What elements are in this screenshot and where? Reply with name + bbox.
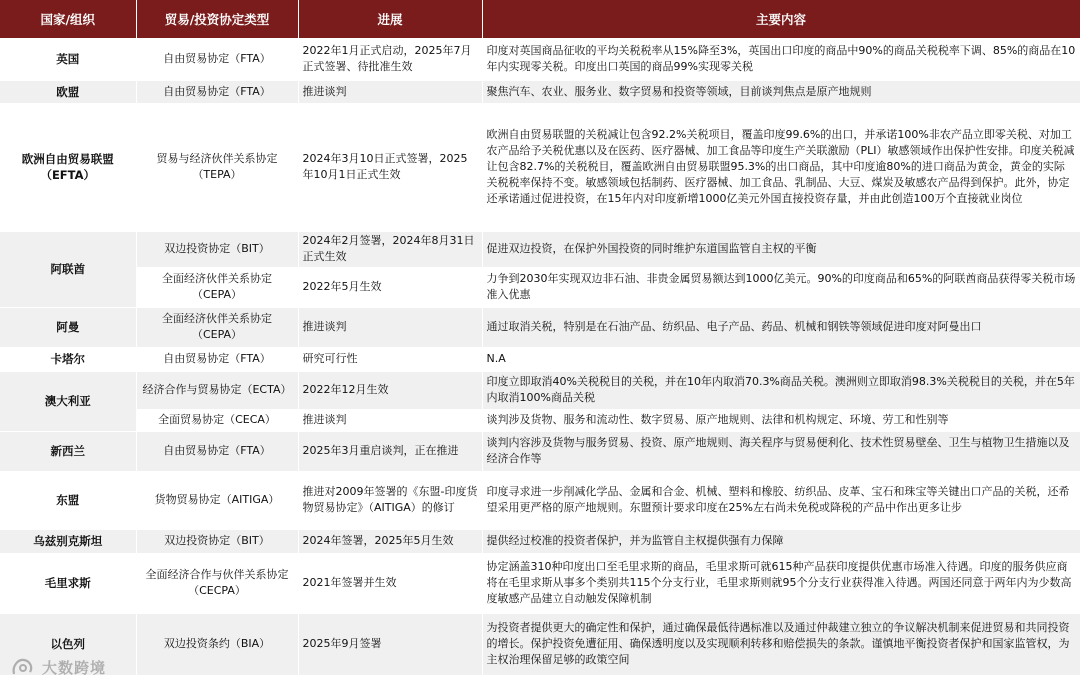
progress-cell: 推进对2009年签署的《东盟-印度货物贸易协定》（AITIGA）的修订 [298,471,482,529]
content-cell: 协定涵盖310种印度出口至毛里求斯的商品，毛里求斯可就615种产品获印度提供优惠市场准入待遇。印度的服务供应商将在毛里求斯从事多个类别共115个分支行业，毛里求斯则就95个分支行业获得准入待遇。两国还同意于两年内为少数高度敏感产品建立自动触发保障机制 [482,553,1080,613]
country-cell: 卡塔尔 [0,347,136,371]
country-cell: 英国 [0,38,136,80]
content-cell: 通过取消关税，特别是在石油产品、纺织品、电子产品、药品、机械和钢铁等领域促进印度对阿曼出口 [482,307,1080,347]
table-row-israel [0,613,1080,675]
agreement-type-cell: 经济合作与贸易协定（ECTA） [136,371,298,409]
table-row-efta [0,103,1080,231]
progress-cell: 2024年2月签署，2024年8月31日正式生效 [298,231,482,267]
progress-cell: 2022年5月生效 [298,267,482,307]
progress-cell: 推进谈判 [298,409,482,431]
progress-cell: 推进谈判 [298,80,482,103]
table-row-uzbekistan [0,529,1080,553]
agreement-type-cell: 自由贸易协定（FTA） [136,38,298,80]
header-agreement-type: 贸易/投资协定类型 [136,0,298,38]
watermark-text: 大数跨境 [42,658,107,677]
content-cell: 提供经过校准的投资者保护，并为监管自主权提供强有力保障 [482,529,1080,553]
header-progress: 进展 [298,0,482,38]
content-cell: 印度对英国商品征收的平均关税税率从15%降至3%，英国出口印度的商品中90%的商品关税税率下调、85%的商品在10年内实现零关税。印度出口英国的商品99%实现零关税 [482,38,1080,80]
progress-cell: 2025年9月签署 [298,613,482,675]
country-cell: 欧盟 [0,80,136,103]
brand-logo-icon [10,656,36,678]
table-row-australia-ceca [0,409,1080,431]
country-cell: 东盟 [0,471,136,529]
country-cell: 毛里求斯 [0,553,136,613]
content-cell: 力争到2030年实现双边非石油、非贵金属贸易额达到1000亿美元。90%的印度商品和65%的阿联酋商品获得零关税市场准入优惠 [482,267,1080,307]
country-cell: 以色列 [0,613,136,675]
table-row-australia-ecta [0,371,1080,409]
progress-cell: 研究可行性 [298,347,482,371]
country-cell: 欧洲自由贸易联盟（EFTA） [0,103,136,231]
progress-cell: 2024年签署，2025年5月生效 [298,529,482,553]
content-cell: 印度立即取消40%关税税目的关税，并在10年内取消70.3%商品关税。澳洲则立即取消98.3%关税税目的关税，并在5年内取消100%商品关税 [482,371,1080,409]
content-cell: 谈判内容涉及货物与服务贸易、投资、原产地规则、海关程序与贸易便利化、技术性贸易壁垒、卫生与植物卫生措施以及经济合作等 [482,431,1080,471]
table-row-eu [0,80,1080,103]
watermark [10,656,106,678]
content-cell: 谈判涉及货物、服务和流动性、数字贸易、原产地规则、法律和机构规定、环境、劳工和性别等 [482,409,1080,431]
progress-cell: 推进谈判 [298,307,482,347]
table-row-asean [0,471,1080,529]
agreement-type-cell: 双边投资协定（BIT） [136,231,298,267]
table-row-uae-bit [0,231,1080,267]
agreement-type-cell: 全面经济合作与伙伴关系协定（CECPA） [136,553,298,613]
country-cell: 阿曼 [0,307,136,347]
table-row-uae-cepa [0,267,1080,307]
agreement-type-cell: 双边投资协定（BIT） [136,529,298,553]
progress-cell: 2021年签署并生效 [298,553,482,613]
content-cell: 促进双边投资，在保护外国投资的同时维护东道国监管自主权的平衡 [482,231,1080,267]
agreement-type-cell: 全面贸易协定（CECA） [136,409,298,431]
country-cell: 阿联酋 [0,231,136,307]
agreement-type-cell: 贸易与经济伙伴关系协定（TEPA） [136,103,298,231]
progress-cell: 2024年3月10日正式签署，2025年10月1日正式生效 [298,103,482,231]
country-cell: 新西兰 [0,431,136,471]
table-row-new-zealand [0,431,1080,471]
content-cell: 印度寻求进一步削减化学品、金属和合金、机械、塑料和橡胶、纺织品、皮革、宝石和珠宝等关键出口产品的关税，还希望采用更严格的原产地规则。东盟预计要求印度在25%左右尚未免税或降税的产品中作出更多让步 [482,471,1080,529]
header-row [0,0,1080,38]
content-cell: 为投资者提供更大的确定性和保护，通过确保最低待遇标准以及通过仲裁建立独立的争议解决机制来促进贸易和共同投资的增长。保护投资免遭征用、确保透明度以及实现顺利转移和赔偿损失的条款。谨慎地平衡投资者保护和国家监管权，为主权治理保留足够的政策空间 [482,613,1080,675]
progress-cell: 2022年1月正式启动，2025年7月正式签署、待批准生效 [298,38,482,80]
agreement-type-cell: 自由贸易协定（FTA） [136,80,298,103]
agreement-type-cell: 自由贸易协定（FTA） [136,347,298,371]
progress-cell: 2022年12月生效 [298,371,482,409]
progress-cell: 2025年3月重启谈判，正在推进 [298,431,482,471]
agreement-type-cell: 全面经济伙伴关系协定（CEPA） [136,307,298,347]
country-cell: 澳大利亚 [0,371,136,431]
content-cell: N.A [482,347,1080,371]
header-country: 国家/组织 [0,0,136,38]
agreement-type-cell: 货物贸易协定（AITIGA） [136,471,298,529]
agreement-type-cell: 自由贸易协定（FTA） [136,431,298,471]
table-row-qatar [0,347,1080,371]
agreement-type-cell: 双边投资条约（BIA） [136,613,298,675]
table-row-oman [0,307,1080,347]
content-cell: 欧洲自由贸易联盟的关税减让包含92.2%关税项目，覆盖印度99.6%的出口，并承诺100%非农产品立即零关税、对加工农产品给予关税优惠以及在医药、医疗器械、加工食品等印度生产关联激励（PLI）敏感领域作出保护性安排。印度关税减让包含82.7%的关税税目，覆盖欧洲自由贸易联盟95.3%的出口商品，其中印度逾80%的进口商品为黄金，黄金的实际关税税率保持不变。敏感领域包括制药、医疗器械、加工食品、乳制品、大豆、煤炭及敏感农产品得到保护。此外，协定还承诺通过促进投资，在15年内对印度新增1000亿美元外国直接投资存量，并由此创造100万个直接就业岗位 [482,103,1080,231]
table-row-uk [0,38,1080,80]
table-row-mauritius [0,553,1080,613]
agreement-type-cell: 全面经济伙伴关系协定（CEPA） [136,267,298,307]
content-cell: 聚焦汽车、农业、服务业、数字贸易和投资等领域，目前谈判焦点是原产地规则 [482,80,1080,103]
header-main-content: 主要内容 [482,0,1080,38]
country-cell: 乌兹别克斯坦 [0,529,136,553]
